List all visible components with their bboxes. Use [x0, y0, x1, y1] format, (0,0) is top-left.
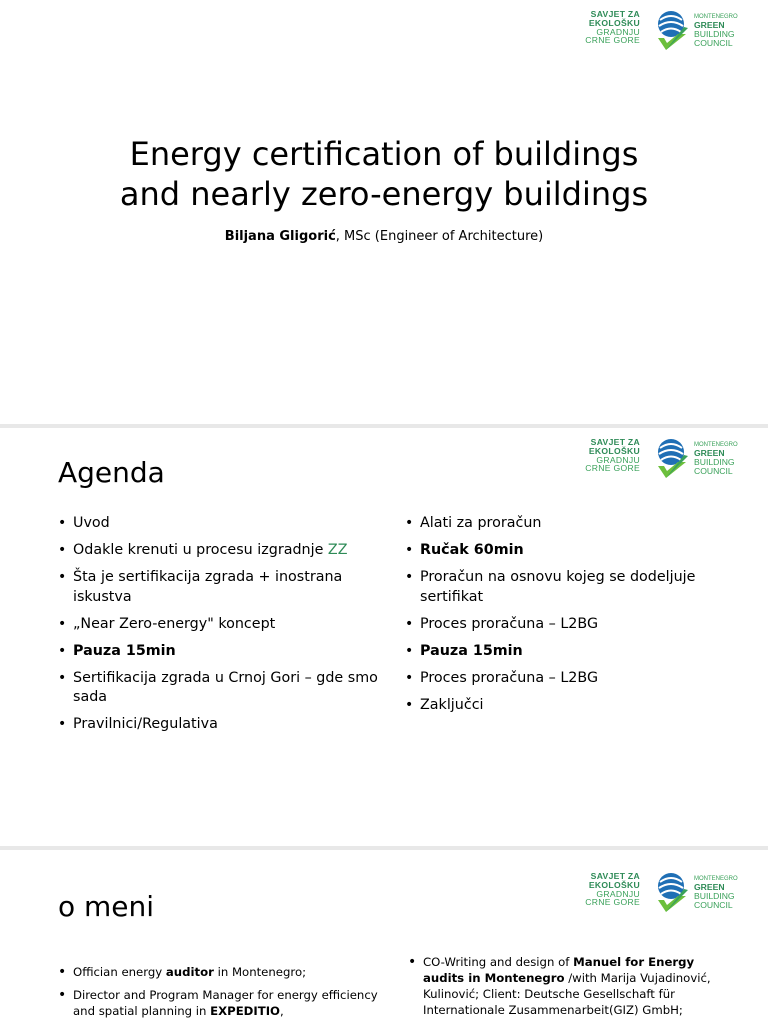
logo-left-text: SAVJET ZA EKOLOŠKU GRADNJU CRNE GORE	[585, 9, 640, 46]
about-me-slide	[0, 850, 768, 1024]
about-list-right	[408, 954, 738, 1024]
list-item: • Pauza 15min	[58, 642, 393, 662]
list-item: • Odakle krenuti u procesu izgradnje ZZ	[58, 541, 393, 561]
list-item: • Proračun na osnovu kojeg se dodeljuje sertifikat	[405, 568, 725, 607]
list-item: • Offician energy auditor in Montenegro;	[58, 964, 383, 980]
list-item: • Proces proračuna – L2BG	[405, 615, 725, 635]
logo-right-text: MONTENEGRO GREEN BUILDING COUNCIL	[694, 442, 738, 476]
council-logo	[582, 8, 760, 52]
slide-subtitle	[40, 229, 728, 244]
list-item: • Šta je sertifikacija zgrada + inostrana iskustva	[58, 568, 393, 607]
list-item: • CO-Writing and design of Manuel for Energy audits in Montenegro /with Marija Vujadinović, Kulinović; Client: Deutsche Gesellschaft für Internationale Zusammenarbeit(GIZ) GmbH;	[408, 954, 738, 1018]
list-item: • Proces proračuna – L2BG	[405, 669, 725, 689]
globe-leaf-icon	[654, 870, 690, 914]
logo-left-text: SAVJET ZA EKOLOŠKU GRADNJU CRNE GORE	[585, 437, 640, 474]
globe-leaf-icon	[654, 436, 690, 480]
about-list-left	[58, 964, 383, 1024]
author-name: Biljana Gligorić	[224, 229, 336, 244]
title-line-2: and nearly zero-energy buildings	[119, 175, 649, 213]
list-item: • Sertifikacija zgrada u Crnoj Gori – gde smo sada	[58, 669, 393, 708]
list-item: • „Near Zero-energy" koncept	[58, 615, 393, 635]
title-slide	[0, 0, 768, 424]
list-item: • Alati za proračun	[405, 514, 725, 534]
agenda-slide	[0, 428, 768, 846]
council-logo	[582, 870, 760, 914]
list-item: • Zaključci	[405, 696, 725, 716]
agenda-list-left	[58, 514, 393, 742]
title-line-1: Energy certification of buildings	[129, 135, 639, 173]
logo-right-text: MONTENEGRO GREEN BUILDING COUNCIL	[694, 876, 738, 910]
list-item: • Director and Program Manager for energy efficiency and spatial planning in EXPEDITIO,	[58, 987, 383, 1019]
agenda-list-right	[405, 514, 725, 723]
list-item: • Pauza 15min	[405, 642, 725, 662]
globe-leaf-icon	[654, 8, 690, 52]
logo-left-text: SAVJET ZA EKOLOŠKU GRADNJU CRNE GORE	[585, 871, 640, 908]
list-item: • Pravilnici/Regulativa	[58, 715, 393, 735]
list-item: • Ručak 60min	[405, 541, 725, 561]
council-logo	[582, 436, 760, 480]
slide-title	[40, 134, 728, 214]
list-item: • Uvod	[58, 514, 393, 534]
agenda-heading: Agenda	[58, 456, 165, 489]
author-credentials: , MSc (Engineer of Architecture)	[335, 229, 544, 244]
logo-right-text: MONTENEGRO GREEN BUILDING COUNCIL	[694, 14, 738, 48]
about-heading: o meni	[58, 890, 155, 923]
